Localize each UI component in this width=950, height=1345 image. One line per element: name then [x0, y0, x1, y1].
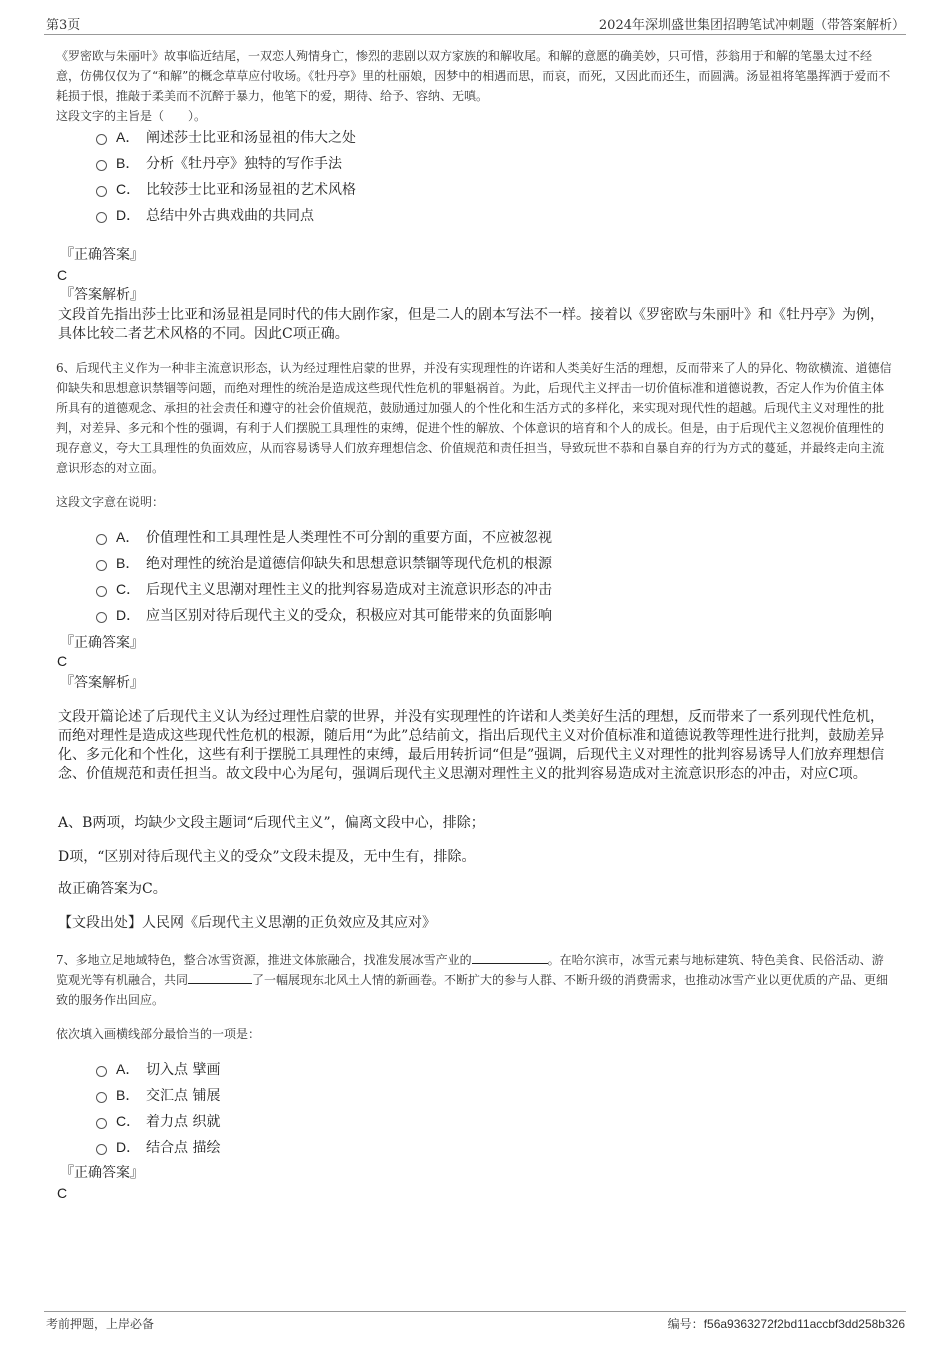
- q6-answer: C: [57, 653, 68, 669]
- q7-answer-label: 『正确答案』: [60, 1165, 144, 1181]
- q7-options: [96, 1056, 220, 1160]
- footer-slogan: 考前押题，上岸必备: [46, 1317, 155, 1331]
- fill-blank-2[interactable]: [188, 971, 252, 984]
- radio-icon[interactable]: [96, 534, 107, 545]
- radio-icon[interactable]: [96, 560, 107, 571]
- q5-option-c[interactable]: C． 比较莎士比亚和汤显祖的艺术风格: [96, 176, 356, 202]
- q5-option-a[interactable]: A． 阐述莎士比亚和汤显祖的伟大之处: [96, 124, 356, 150]
- q5-option-d[interactable]: D． 总结中外古典戏曲的共同点: [96, 202, 356, 228]
- q6-analysis-label: 『答案解析』: [60, 675, 144, 691]
- q6-option-a[interactable]: A． 价值理性和工具理性是人类理性不可分割的重要方面，不应被忽视: [96, 524, 552, 550]
- q6-option-d[interactable]: D． 应当区别对待后现代主义的受众，积极应对其可能带来的负面影响: [96, 602, 552, 628]
- q7-answer: C: [57, 1185, 68, 1201]
- q6-source: 【文段出处】人民网《后现代主义思潮的正负效应及其应对》: [58, 915, 436, 931]
- q6-option-b[interactable]: B． 绝对理性的统治是道德信仰缺失和思想意识禁锢等现代危机的根源: [96, 550, 552, 576]
- q5-answer-label: 『正确答案』: [60, 247, 144, 263]
- document-title: 2024年深圳盛世集团招聘笔试冲刺题（带答案解析）: [598, 18, 905, 33]
- q6-conclusion: 故正确答案为C。: [58, 881, 167, 897]
- document-code: 编号：f56a9363272f2bd11accbf3dd258b326: [667, 1317, 905, 1331]
- q6-options: [96, 524, 552, 628]
- q6-analysis: 文段开篇论述了后现代主义认为经过理性启蒙的世界，并没有实现理性的许诺和人类美好生活的理想，反而带来了一系列现代性危机，而绝对理性是造成这些现代性危机的根源，随后用“为此”总结前文，指出后现代主义对价值标准和道德说教等理性进行批判，鼓励差异化、多元化和个性化，这些有利于摆脱工具理性的束缚，最后用转折词“但是”强调，后现代主义对理性的批判容易诱导人们放弃理想信念、价值规范和责任担当。故文段中心为尾句，强调后现代主义思潮对理性主义的批判容易造成对主流意识形态的冲击，对应C项。: [58, 709, 885, 782]
- radio-icon[interactable]: [96, 134, 107, 145]
- q5-analysis-label: 『答案解析』: [60, 287, 144, 303]
- radio-icon[interactable]: [96, 160, 107, 171]
- q7-passage: 7、多地立足地域特色，整合冰雪资源，推进文体旅融合，找准发展冰雪产业的 。在哈尔滨市，冰雪元素与地标建筑、特色美食、民俗活动、游览观光等有机融合，共同 了一幅展现东北风土人情的新画卷。不断扩大的参与人群、不断升级的消费需求，也推动冰雪产业以更优质的产品、更细致的服务作出回应。: [56, 953, 889, 1007]
- radio-icon[interactable]: [96, 1144, 107, 1155]
- page-number: 第3页: [46, 18, 81, 33]
- footer-divider: [44, 1311, 906, 1312]
- radio-icon[interactable]: [96, 1066, 107, 1077]
- q6-exclude-d: D项，“区别对待后现代主义的受众”文段未提及，无中生有，排除。: [58, 849, 476, 865]
- q6-question: 这段文字意在说明：: [56, 495, 165, 509]
- q5-question: 这段文字的主旨是（ ）。: [56, 109, 207, 123]
- fill-blank-1[interactable]: [472, 951, 548, 964]
- q6-exclude-ab: A、B两项，均缺少文段主题词“后现代主义”，偏离文段中心，排除；: [58, 815, 485, 831]
- q7-option-a[interactable]: A． 切入点 擘画: [96, 1056, 220, 1082]
- header-divider: [44, 34, 906, 35]
- radio-icon[interactable]: [96, 586, 107, 597]
- q5-passage: 《罗密欧与朱丽叶》故事临近结尾，一双恋人殉情身亡，惨烈的悲剧以双方家族的和解收尾。和解的意愿的确美妙，只可惜，莎翁用于和解的笔墨太过不经意，仿佛仅仅为了“和解”的概念草草应付收场。《牡丹亭》里的杜丽娘，因梦中的相遇而思，而哀，而死，又因此而还生，而圆满。汤显祖将笔墨挥洒于爱而不耗损于恨，推敲于柔美而不沉醉于暴力，他笔下的爱，期待、给予、容纳、无嗔。: [56, 49, 891, 103]
- q7-option-c[interactable]: C． 着力点 织就: [96, 1108, 220, 1134]
- q6-answer-label: 『正确答案』: [60, 635, 144, 651]
- q7-option-d[interactable]: D． 结合点 描绘: [96, 1134, 220, 1160]
- q5-options: [96, 124, 356, 228]
- q5-analysis: 文段首先指出莎士比亚和汤显祖是同时代的伟大剧作家，但是二人的剧本写法不一样。接着以《罗密欧与朱丽叶》和《牡丹亭》为例，具体比较二者艺术风格的不同。因此C项正确。: [58, 307, 884, 342]
- radio-icon[interactable]: [96, 612, 107, 623]
- radio-icon[interactable]: [96, 212, 107, 223]
- q5-answer: C: [57, 267, 68, 283]
- q7-question: 依次填入画横线部分最恰当的一项是：: [56, 1027, 261, 1041]
- radio-icon[interactable]: [96, 186, 107, 197]
- q6-option-c[interactable]: C． 后现代主义思潮对理性主义的批判容易造成对主流意识形态的冲击: [96, 576, 552, 602]
- q5-option-b[interactable]: B． 分析《牡丹亭》独特的写作手法: [96, 150, 356, 176]
- radio-icon[interactable]: [96, 1092, 107, 1103]
- q7-option-b[interactable]: B． 交汇点 铺展: [96, 1082, 220, 1108]
- radio-icon[interactable]: [96, 1118, 107, 1129]
- q6-passage: 6、后现代主义作为一种非主流意识形态，认为经过理性启蒙的世界，并没有实现理性的许诺和人类美好生活的理想，反而带来了人的异化、物欲横流、道德信仰缺失和思想意识禁锢等问题，而绝对理性的统治是造成这些现代性危机的罪魁祸首。为此，后现代主义抨击一切价值标准和道德说教，否定人作为价值主体所具有的道德观念、承担的社会责任和遵守的社会价值规范，鼓励通过加强人的个性化和生活方式的多样化，来实现对现代性的超越。后现代主义对理性的批判，对差异、多元和个性的强调，有利于人们摆脱工具理性的束缚，促进个性的解放、个体意识的培育和个人的成长。但是，由于后现代主义忽视价值理性的现存意义，夸大工具理性的负面效应，从而容易诱导人们放弃理想信念、价值规范和责任担当，导致玩世不恭和自暴自弃的行为方式的蔓延，并最终走向主流意识形态的对立面。: [56, 361, 892, 475]
